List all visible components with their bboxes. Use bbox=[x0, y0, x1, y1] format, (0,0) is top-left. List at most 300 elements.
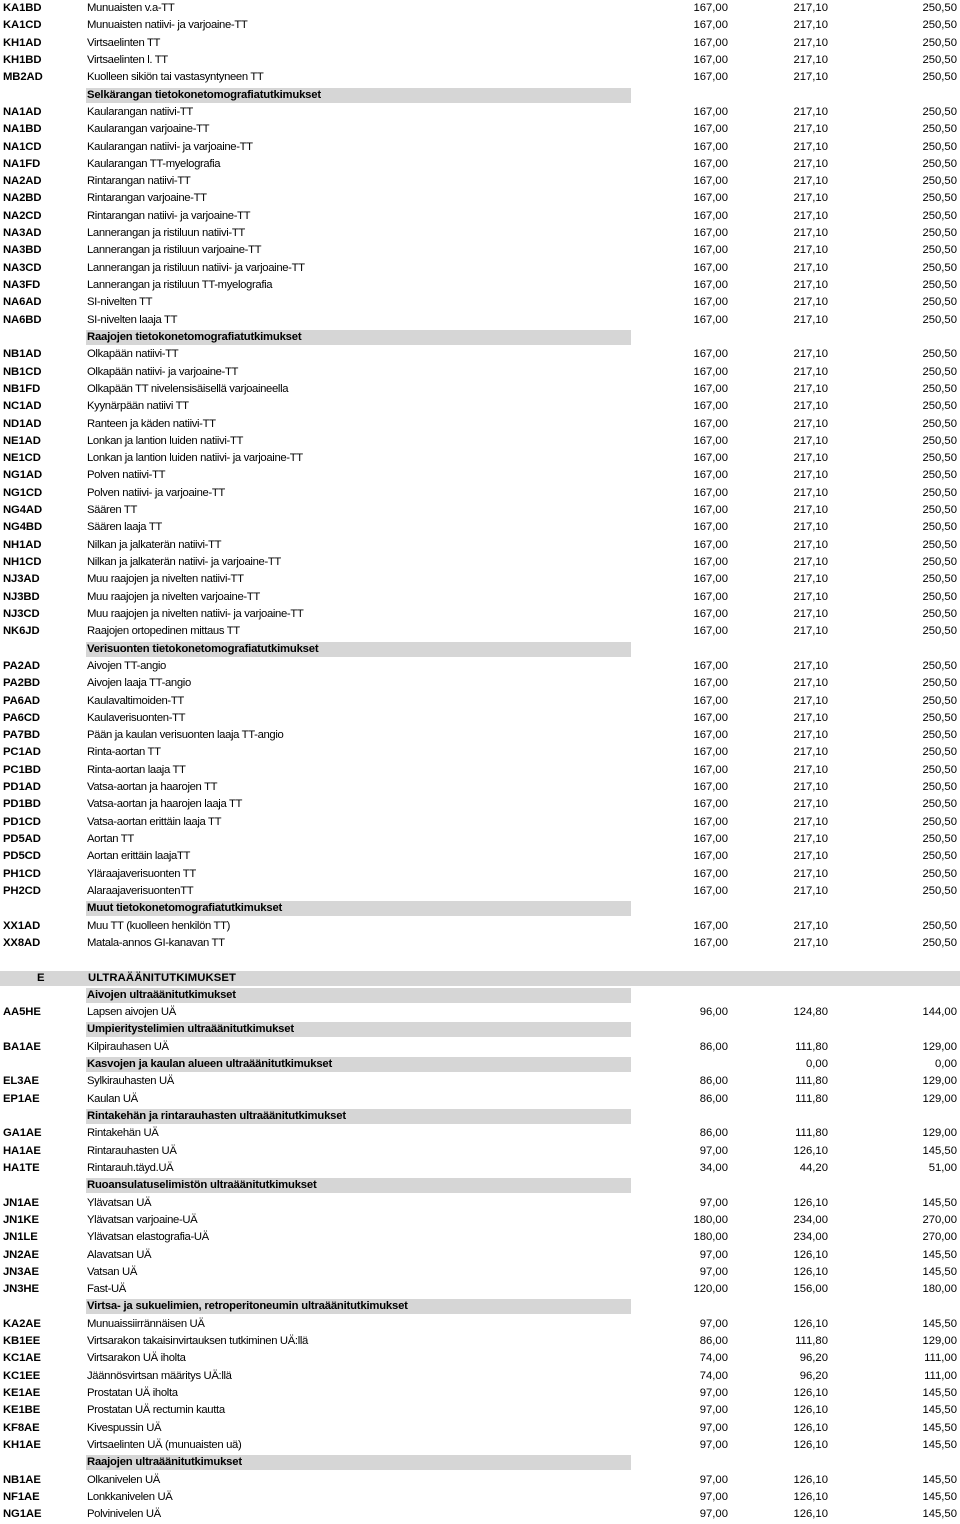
price-3: 0,00 bbox=[935, 1058, 957, 1071]
procedure-code: NA6BD bbox=[3, 313, 42, 326]
procedure-description: Munuaisten natiivi- ja varjoaine-TT bbox=[87, 19, 248, 32]
procedure-description: Aortan TT bbox=[87, 833, 134, 845]
price-1: 97,00 bbox=[699, 1438, 728, 1451]
price-2: 217,10 bbox=[793, 833, 828, 845]
procedure-description: Jäännösvirtsan määritys UÄ:llä bbox=[87, 1369, 232, 1382]
table-row bbox=[0, 312, 960, 329]
procedure-code: PD5AD bbox=[3, 833, 41, 845]
category-header-row bbox=[0, 1298, 960, 1315]
procedure-description: Ranteen ja käden natiivi-TT bbox=[87, 417, 216, 430]
price-3: 111,00 bbox=[924, 1369, 957, 1382]
price-1: 74,00 bbox=[699, 1352, 728, 1365]
procedure-code: KA1CD bbox=[3, 19, 42, 32]
price-1: 167,00 bbox=[693, 884, 728, 897]
price-2: 217,10 bbox=[793, 71, 828, 84]
price-1: 167,00 bbox=[693, 625, 728, 638]
price-3: 145,50 bbox=[922, 1404, 957, 1417]
procedure-code: NA3BD bbox=[3, 244, 42, 257]
price-2: 217,10 bbox=[793, 469, 828, 482]
price-2: 126,10 bbox=[793, 1317, 828, 1330]
price-3: 250,50 bbox=[922, 53, 957, 66]
price-2: 217,10 bbox=[793, 694, 828, 707]
table-row bbox=[0, 519, 960, 536]
price-2: 111,80 bbox=[795, 1075, 828, 1088]
price-3: 145,50 bbox=[922, 1387, 957, 1399]
price-2: 217,10 bbox=[793, 417, 828, 430]
price-1: 167,00 bbox=[693, 244, 728, 257]
price-3: 250,50 bbox=[922, 815, 957, 828]
price-3: 250,50 bbox=[922, 867, 957, 880]
price-3: 250,50 bbox=[922, 833, 957, 845]
procedure-code: HA1AE bbox=[3, 1144, 41, 1157]
price-3: 250,50 bbox=[922, 209, 957, 222]
table-row bbox=[0, 589, 960, 606]
table-row bbox=[0, 1212, 960, 1229]
price-2: 217,10 bbox=[793, 556, 828, 568]
category-header: Rintakehän ja rintarauhasten ultraäänitutkimukset bbox=[86, 1109, 631, 1124]
procedure-code: NG1AD bbox=[3, 469, 43, 482]
table-row bbox=[0, 537, 960, 554]
price-3: 250,50 bbox=[922, 123, 957, 136]
price-1: 167,00 bbox=[693, 313, 728, 326]
procedure-description: Muu raajojen ja nivelten natiivi-TT bbox=[87, 573, 244, 586]
price-1: 86,00 bbox=[699, 1075, 728, 1088]
price-1: 167,00 bbox=[693, 296, 728, 309]
procedure-description: Virtsaelinten TT bbox=[87, 36, 161, 49]
price-3: 250,50 bbox=[922, 105, 957, 118]
price-1: 167,00 bbox=[693, 815, 728, 828]
price-1: 86,00 bbox=[699, 1092, 728, 1105]
price-3: 250,50 bbox=[922, 400, 957, 413]
table-row bbox=[0, 121, 960, 138]
category-header: Raajojen ultraäänitutkimukset bbox=[86, 1455, 631, 1470]
price-3: 250,50 bbox=[922, 884, 957, 897]
procedure-description: Muu raajojen ja nivelten natiivi- ja varjoaine-TT bbox=[87, 607, 304, 620]
table-row bbox=[0, 467, 960, 484]
price-1: 97,00 bbox=[699, 1248, 728, 1261]
procedure-code: PC1BD bbox=[3, 763, 41, 776]
table-row bbox=[0, 1004, 960, 1021]
procedure-description: Kuolleen sikiön tai vastasyntyneen TT bbox=[87, 71, 264, 84]
price-1: 167,00 bbox=[693, 573, 728, 586]
procedure-code: NG1CD bbox=[3, 486, 43, 499]
price-2: 126,10 bbox=[793, 1490, 828, 1503]
price-3: 129,00 bbox=[922, 1075, 957, 1088]
procedure-description: Säären TT bbox=[87, 504, 138, 517]
price-1: 167,00 bbox=[693, 538, 728, 551]
procedure-description: Sylkirauhasten UÄ bbox=[87, 1075, 174, 1088]
table-row bbox=[0, 693, 960, 710]
table-row bbox=[0, 554, 960, 571]
price-3: 250,50 bbox=[922, 659, 957, 672]
price-1: 74,00 bbox=[699, 1369, 728, 1382]
table-row bbox=[0, 1402, 960, 1419]
price-3: 250,50 bbox=[922, 729, 957, 742]
price-3: 250,50 bbox=[922, 313, 957, 326]
price-1: 167,00 bbox=[693, 607, 728, 620]
procedure-description: Olkapään TT nivelensisäisellä varjoaineella bbox=[87, 382, 289, 395]
price-1: 167,00 bbox=[693, 833, 728, 845]
price-1: 97,00 bbox=[699, 1490, 728, 1503]
price-1: 97,00 bbox=[699, 1473, 728, 1486]
table-row bbox=[0, 1333, 960, 1350]
category-header-row bbox=[0, 641, 960, 658]
table-row bbox=[0, 450, 960, 467]
procedure-code: NH1CD bbox=[3, 556, 42, 568]
price-1: 167,00 bbox=[693, 36, 728, 49]
procedure-code: JN1KE bbox=[3, 1213, 39, 1226]
table-row bbox=[0, 848, 960, 865]
procedure-description: Polvinivelen UÄ bbox=[87, 1508, 161, 1521]
procedure-code: NJ3BD bbox=[3, 590, 40, 603]
table-row bbox=[0, 1039, 960, 1056]
procedure-code: PA2BD bbox=[3, 677, 40, 690]
price-1: 167,00 bbox=[693, 919, 728, 932]
price-1: 167,00 bbox=[693, 504, 728, 517]
price-1: 86,00 bbox=[699, 1335, 728, 1348]
table-row bbox=[0, 710, 960, 727]
price-2: 111,80 bbox=[795, 1127, 828, 1140]
price-1: 167,00 bbox=[693, 677, 728, 690]
category-header-row bbox=[0, 329, 960, 346]
table-row bbox=[0, 416, 960, 433]
price-3: 250,50 bbox=[922, 227, 957, 240]
table-row bbox=[0, 1229, 960, 1246]
procedure-description: Rintarangan natiivi- ja varjoaine-TT bbox=[87, 209, 251, 222]
price-1: 180,00 bbox=[693, 1213, 728, 1226]
procedure-code: NC1AD bbox=[3, 400, 42, 413]
price-1: 167,00 bbox=[693, 434, 728, 447]
price-1: 167,00 bbox=[693, 53, 728, 66]
price-3: 250,50 bbox=[922, 850, 957, 863]
table-row bbox=[0, 831, 960, 848]
price-2: 217,10 bbox=[793, 919, 828, 932]
price-3: 129,00 bbox=[922, 1127, 957, 1140]
category-header: Raajojen tietokonetomografiatutkimukset bbox=[86, 330, 631, 345]
price-1: 167,00 bbox=[693, 936, 728, 949]
category-header: Kasvojen ja kaulan alueen ultraäänitutkimukset bbox=[86, 1057, 631, 1072]
price-2: 217,10 bbox=[793, 348, 828, 361]
category-header: Virtsa- ja sukuelimien, retroperitoneumin ultraäänitutkimukset bbox=[86, 1299, 631, 1314]
price-1: 97,00 bbox=[699, 1387, 728, 1399]
price-3: 250,50 bbox=[922, 469, 957, 482]
price-2: 217,10 bbox=[793, 279, 828, 291]
procedure-description: Polven natiivi-TT bbox=[87, 469, 166, 482]
category-header-row bbox=[0, 1454, 960, 1471]
procedure-code: KH1AD bbox=[3, 36, 42, 49]
procedure-code: PA6AD bbox=[3, 694, 40, 707]
table-row bbox=[0, 727, 960, 744]
category-header: Aivojen ultraäänitutkimukset bbox=[86, 988, 631, 1003]
price-3: 250,50 bbox=[922, 538, 957, 551]
procedure-code: NA1BD bbox=[3, 123, 42, 136]
procedure-description: Fast-UÄ bbox=[87, 1283, 126, 1296]
price-3: 129,00 bbox=[922, 1335, 957, 1348]
procedure-description: Aivojen laaja TT-angio bbox=[87, 677, 191, 690]
price-2: 217,10 bbox=[793, 105, 828, 118]
procedure-description: Rintarauh.täyd.UÄ bbox=[87, 1161, 174, 1174]
category-header: Muut tietokonetomografiatutkimukset bbox=[86, 901, 631, 916]
procedure-description: Nilkan ja jalkaterän natiivi-TT bbox=[87, 538, 222, 551]
table-row bbox=[0, 1437, 960, 1454]
price-3: 250,50 bbox=[922, 348, 957, 361]
price-2: 217,10 bbox=[793, 590, 828, 603]
price-1: 86,00 bbox=[699, 1040, 728, 1053]
price-2: 96,20 bbox=[799, 1352, 828, 1365]
table-row bbox=[0, 1506, 960, 1523]
table-row bbox=[0, 225, 960, 242]
price-3: 250,50 bbox=[922, 919, 957, 932]
price-1: 167,00 bbox=[693, 157, 728, 170]
price-3: 250,50 bbox=[922, 19, 957, 32]
category-header: Ruoansulatuselimistön ultraäänitutkimukset bbox=[86, 1178, 631, 1193]
price-1: 96,00 bbox=[699, 1006, 728, 1019]
procedure-description: Kivespussin UÄ bbox=[87, 1421, 162, 1434]
table-row bbox=[0, 1143, 960, 1160]
procedure-description: Matala-annos GI-kanavan TT bbox=[87, 936, 225, 949]
price-2: 217,10 bbox=[793, 175, 828, 188]
price-3: 145,50 bbox=[922, 1144, 957, 1157]
price-2: 217,10 bbox=[793, 781, 828, 794]
price-2: 217,10 bbox=[793, 815, 828, 828]
table-row bbox=[0, 277, 960, 294]
price-1: 167,00 bbox=[693, 746, 728, 759]
procedure-description: Aortan erittäin laajaTT bbox=[87, 850, 191, 863]
price-3: 250,50 bbox=[922, 261, 957, 274]
procedure-code: KH1AE bbox=[3, 1438, 41, 1451]
price-2: 126,10 bbox=[793, 1404, 828, 1417]
price-3: 145,50 bbox=[922, 1248, 957, 1261]
procedure-description: Alavatsan UÄ bbox=[87, 1248, 152, 1261]
table-row bbox=[0, 156, 960, 173]
table-row bbox=[0, 814, 960, 831]
procedure-description: Lonkkanivelen UÄ bbox=[87, 1490, 173, 1503]
procedure-code: NB1FD bbox=[3, 382, 41, 395]
procedure-description: Olkapään natiivi- ja varjoaine-TT bbox=[87, 365, 239, 378]
price-1: 167,00 bbox=[693, 469, 728, 482]
procedure-code: EL3AE bbox=[3, 1075, 39, 1088]
procedure-code: PC1AD bbox=[3, 746, 41, 759]
table-row bbox=[0, 173, 960, 190]
procedure-description: Virtsaelinten UÄ (munuaisten uä) bbox=[87, 1438, 242, 1451]
table-row bbox=[0, 1195, 960, 1212]
price-2: 217,10 bbox=[793, 763, 828, 776]
price-3: 250,50 bbox=[922, 677, 957, 690]
price-2: 217,10 bbox=[793, 486, 828, 499]
procedure-code: KE1AE bbox=[3, 1387, 41, 1399]
procedure-code: NA1AD bbox=[3, 105, 42, 118]
procedure-code: XX8AD bbox=[3, 936, 41, 949]
procedure-code: KE1BE bbox=[3, 1404, 41, 1417]
price-2: 217,10 bbox=[793, 504, 828, 517]
price-3: 145,50 bbox=[922, 1438, 957, 1451]
procedure-description: Ylävatsan varjoaine-UÄ bbox=[87, 1213, 198, 1226]
procedure-code: NK6JD bbox=[3, 625, 40, 638]
procedure-code: PD1AD bbox=[3, 781, 41, 794]
price-3: 250,50 bbox=[922, 452, 957, 465]
table-row bbox=[0, 1385, 960, 1402]
price-3: 145,50 bbox=[922, 1265, 957, 1278]
price-1: 86,00 bbox=[699, 1127, 728, 1140]
procedure-code: BA1AE bbox=[3, 1040, 41, 1053]
price-1: 167,00 bbox=[693, 2, 728, 14]
price-3: 250,50 bbox=[922, 590, 957, 603]
price-3: 250,50 bbox=[922, 573, 957, 586]
procedure-code: PD1BD bbox=[3, 798, 41, 811]
price-1: 167,00 bbox=[693, 417, 728, 430]
price-1: 167,00 bbox=[693, 850, 728, 863]
price-1: 167,00 bbox=[693, 452, 728, 465]
procedure-description: Virtsarakon takaisinvirtauksen tutkiminen UÄ:llä bbox=[87, 1335, 308, 1348]
price-1: 97,00 bbox=[699, 1317, 728, 1330]
price-2: 217,10 bbox=[793, 434, 828, 447]
procedure-code: NA3FD bbox=[3, 279, 41, 291]
price-2: 217,10 bbox=[793, 625, 828, 638]
procedure-description: Kaularangan natiivi- ja varjoaine-TT bbox=[87, 140, 253, 153]
price-1: 167,00 bbox=[693, 711, 728, 724]
procedure-code: KC1AE bbox=[3, 1352, 41, 1365]
table-row bbox=[0, 260, 960, 277]
procedure-code: NA6AD bbox=[3, 296, 42, 309]
table-row bbox=[0, 1247, 960, 1264]
table-row bbox=[0, 1368, 960, 1385]
procedure-code: NA3CD bbox=[3, 261, 42, 274]
price-2: 217,10 bbox=[793, 382, 828, 395]
price-2: 217,10 bbox=[793, 36, 828, 49]
price-3: 250,50 bbox=[922, 36, 957, 49]
procedure-description: Kyynärpään natiivi TT bbox=[87, 400, 189, 413]
price-2: 44,20 bbox=[799, 1161, 828, 1174]
procedure-description: Rintarangan varjoaine-TT bbox=[87, 192, 207, 205]
price-1: 97,00 bbox=[699, 1196, 728, 1209]
price-2: 126,10 bbox=[793, 1421, 828, 1434]
price-2: 126,10 bbox=[793, 1473, 828, 1486]
table-row bbox=[0, 1125, 960, 1142]
price-1: 167,00 bbox=[693, 400, 728, 413]
table-row bbox=[0, 1489, 960, 1506]
price-2: 234,00 bbox=[793, 1231, 828, 1244]
category-header: Verisuonten tietokonetomografiatutkimukset bbox=[86, 642, 631, 657]
price-2: 217,10 bbox=[793, 296, 828, 309]
price-3: 250,50 bbox=[922, 556, 957, 568]
price-3: 250,50 bbox=[922, 521, 957, 534]
table-row bbox=[0, 744, 960, 761]
procedure-code: NA1CD bbox=[3, 140, 42, 153]
price-2: 217,10 bbox=[793, 192, 828, 205]
category-header-row bbox=[0, 987, 960, 1004]
procedure-description: SI-nivelten laaja TT bbox=[87, 313, 178, 326]
price-3: 250,50 bbox=[922, 365, 957, 378]
procedure-code: EP1AE bbox=[3, 1092, 40, 1105]
table-row bbox=[0, 1264, 960, 1281]
price-2: 217,10 bbox=[793, 659, 828, 672]
price-3: 250,50 bbox=[922, 192, 957, 205]
procedure-code: NG4AD bbox=[3, 504, 43, 517]
price-1: 167,00 bbox=[693, 365, 728, 378]
price-1: 167,00 bbox=[693, 279, 728, 291]
price-2: 217,10 bbox=[793, 140, 828, 153]
table-row bbox=[0, 935, 960, 952]
table-row bbox=[0, 918, 960, 935]
table-row bbox=[0, 1420, 960, 1437]
procedure-description: Nilkan ja jalkaterän natiivi- ja varjoaine-TT bbox=[87, 556, 281, 568]
procedure-code: NJ3CD bbox=[3, 607, 40, 620]
procedure-description: Virtsaelinten l. TT bbox=[87, 53, 168, 66]
procedure-code: KA1BD bbox=[3, 2, 42, 14]
procedure-description: Lannerangan ja ristiluun natiivi- ja varjoaine-TT bbox=[87, 261, 305, 274]
procedure-description: Lannerangan ja ristiluun TT-myelografia bbox=[87, 279, 273, 291]
price-2: 217,10 bbox=[793, 798, 828, 811]
table-row bbox=[0, 883, 960, 900]
procedure-description: Ylävatsan elastografia-UÄ bbox=[87, 1231, 209, 1244]
price-1: 167,00 bbox=[693, 694, 728, 707]
procedure-description: Prostatan UÄ iholta bbox=[87, 1387, 178, 1399]
price-3: 250,50 bbox=[922, 157, 957, 170]
price-1: 180,00 bbox=[693, 1231, 728, 1244]
procedure-code: ND1AD bbox=[3, 417, 42, 430]
procedure-description: Rintarauhasten UÄ bbox=[87, 1144, 177, 1157]
price-3: 250,50 bbox=[922, 486, 957, 499]
table-row bbox=[0, 381, 960, 398]
price-2: 217,10 bbox=[793, 867, 828, 880]
price-1: 167,00 bbox=[693, 175, 728, 188]
procedure-code: PA2AD bbox=[3, 659, 40, 672]
procedure-description: Munuaissiirrännäisen UÄ bbox=[87, 1317, 205, 1330]
price-1: 97,00 bbox=[699, 1144, 728, 1157]
procedure-code: MB2AD bbox=[3, 71, 43, 84]
price-2: 217,10 bbox=[793, 2, 828, 14]
price-1: 167,00 bbox=[693, 209, 728, 222]
procedure-description: Vatsan UÄ bbox=[87, 1265, 138, 1278]
category-header-row bbox=[0, 87, 960, 104]
procedure-code: KA2AE bbox=[3, 1317, 41, 1330]
price-3: 250,50 bbox=[922, 711, 957, 724]
price-3: 250,50 bbox=[922, 296, 957, 309]
price-2: 217,10 bbox=[793, 573, 828, 586]
procedure-code: NE1AD bbox=[3, 434, 41, 447]
price-1: 167,00 bbox=[693, 781, 728, 794]
price-1: 97,00 bbox=[699, 1508, 728, 1521]
procedure-code: NG4BD bbox=[3, 521, 43, 534]
procedure-code: PA7BD bbox=[3, 729, 40, 742]
price-3: 250,50 bbox=[922, 434, 957, 447]
price-3: 250,50 bbox=[922, 279, 957, 291]
price-1: 167,00 bbox=[693, 140, 728, 153]
price-2: 0,00 bbox=[806, 1058, 828, 1071]
table-row bbox=[0, 485, 960, 502]
procedure-description: Vatsa-aortan erittäin laaja TT bbox=[87, 815, 222, 828]
price-1: 167,00 bbox=[693, 192, 728, 205]
category-header-row bbox=[0, 1056, 960, 1073]
price-3: 250,50 bbox=[922, 504, 957, 517]
price-2: 217,10 bbox=[793, 365, 828, 378]
price-2: 126,10 bbox=[793, 1387, 828, 1399]
price-2: 217,10 bbox=[793, 677, 828, 690]
procedure-description: SI-nivelten TT bbox=[87, 296, 153, 309]
price-2: 96,20 bbox=[799, 1369, 828, 1382]
section-header-row bbox=[0, 970, 960, 987]
price-3: 250,50 bbox=[922, 244, 957, 257]
procedure-description: AlaraajaverisuontenTT bbox=[87, 884, 194, 897]
procedure-code: AA5HE bbox=[3, 1006, 41, 1019]
price-2: 217,10 bbox=[793, 313, 828, 326]
procedure-code: NB1CD bbox=[3, 365, 42, 378]
price-1: 167,00 bbox=[693, 798, 728, 811]
price-2: 217,10 bbox=[793, 538, 828, 551]
procedure-code: KF8AE bbox=[3, 1421, 40, 1434]
price-2: 217,10 bbox=[793, 209, 828, 222]
price-2: 126,10 bbox=[793, 1196, 828, 1209]
